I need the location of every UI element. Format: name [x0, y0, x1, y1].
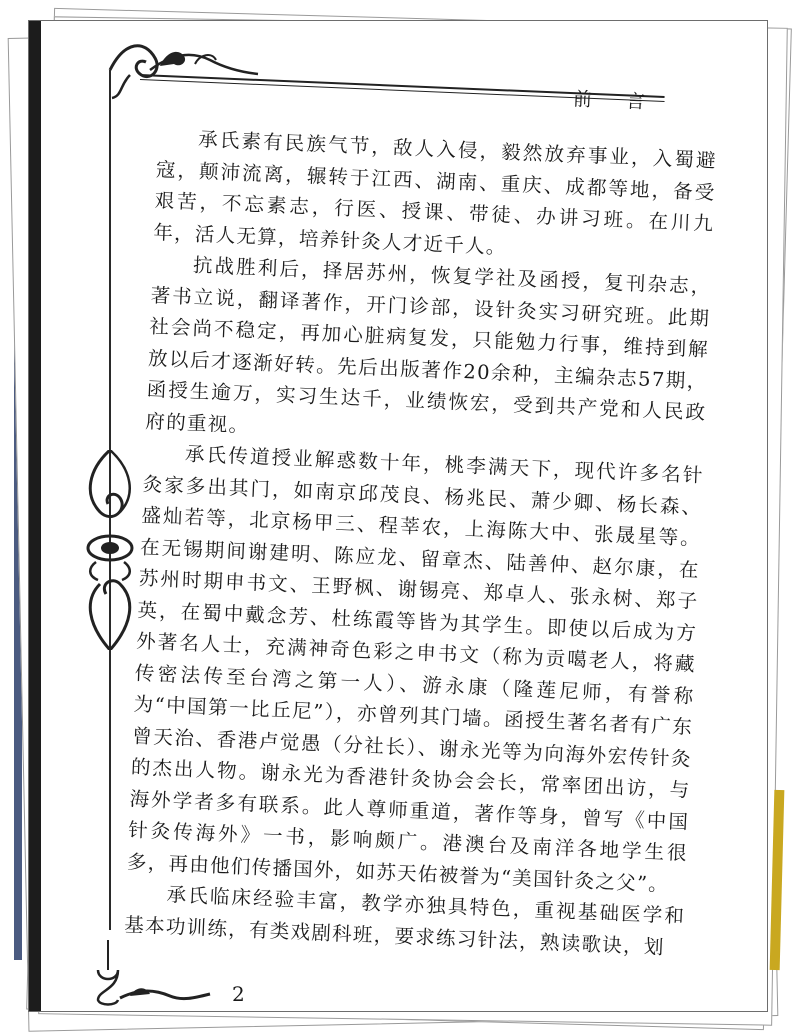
paragraph: 承氏传道授业解惑数十年，桃李满天下，现代许多名针灸家多出其门，如南京邱茂良、杨兆民、萧少卿、杨长森、盛灿若等，北京杨甲三、程莘农，上海陈大中、张晟星等。在无锡期间谢建明、陈应龙、留章杰、陆善仲、赵尔康，在苏州时期申书文、王野枫、谢锡亮、郑卓人、张永树、郑子英，在蜀中戴念芳、杜练霞等皆为其学生。即使以后成为方外著名人士，充满神奇色彩之申书文（称为贡噶老人，将藏传密法传至台湾之第一人）、游永康（隆莲尼师，有誉称为“中国第一比丘尼”），亦曾列其门墙。函授生著名者有广东曾天治、香港卢觉愚（分社长）、谢永光等为向海外宏传针灸的杰出人物。谢永光为香港针灸协会会长，常率团出访，与海外学者多有联系。此人尊师重道，著作等身，曾写《中国针灸传海外》一书，影响颇广。港澳台及南洋各地学生很多，再由他们传播国外，如苏天佑被誉为“美国针灸之父”。	[126, 442, 705, 896]
paragraph: 承氏临床经验丰富，教学亦独具特色，重视基础医学和基本功训练，有类戏剧科班，要求练习针法，熟读歌诀，划	[123, 883, 686, 959]
bottom-ornament-icon	[70, 940, 220, 1010]
body-text	[124, 122, 718, 964]
book-spine	[29, 21, 41, 1011]
corner-ornament-icon	[100, 30, 260, 100]
running-title: 前 言	[572, 88, 660, 114]
paragraph: 抗战胜利后，择居苏州，恢复学社及函授，复刊杂志，著书立说，翻译著作，开门诊部，设针灸实习研究班。此期社会尚不稳定，再加心脏病复发，只能勉力行事，维持到解放以后才逐渐好转。先后出版著作20余种，主编杂志57期，函授生逾万，实习生达千，业绩恢宏，受到共产党和人民政府的重视。	[144, 253, 713, 437]
paragraph: 承氏素有民族气节，敌人入侵，毅然放弃事业，入蜀避寇，颠沛流离，辗转于江西、湖南、重庆、成都等地，备受艰苦，不忘素志，行医、授课、带徒、办讲习班。在川九年，活人无算，培养针灸人才近千人。	[152, 127, 718, 259]
page-number: 2	[232, 982, 245, 1006]
side-ornament-icon	[78, 450, 142, 650]
